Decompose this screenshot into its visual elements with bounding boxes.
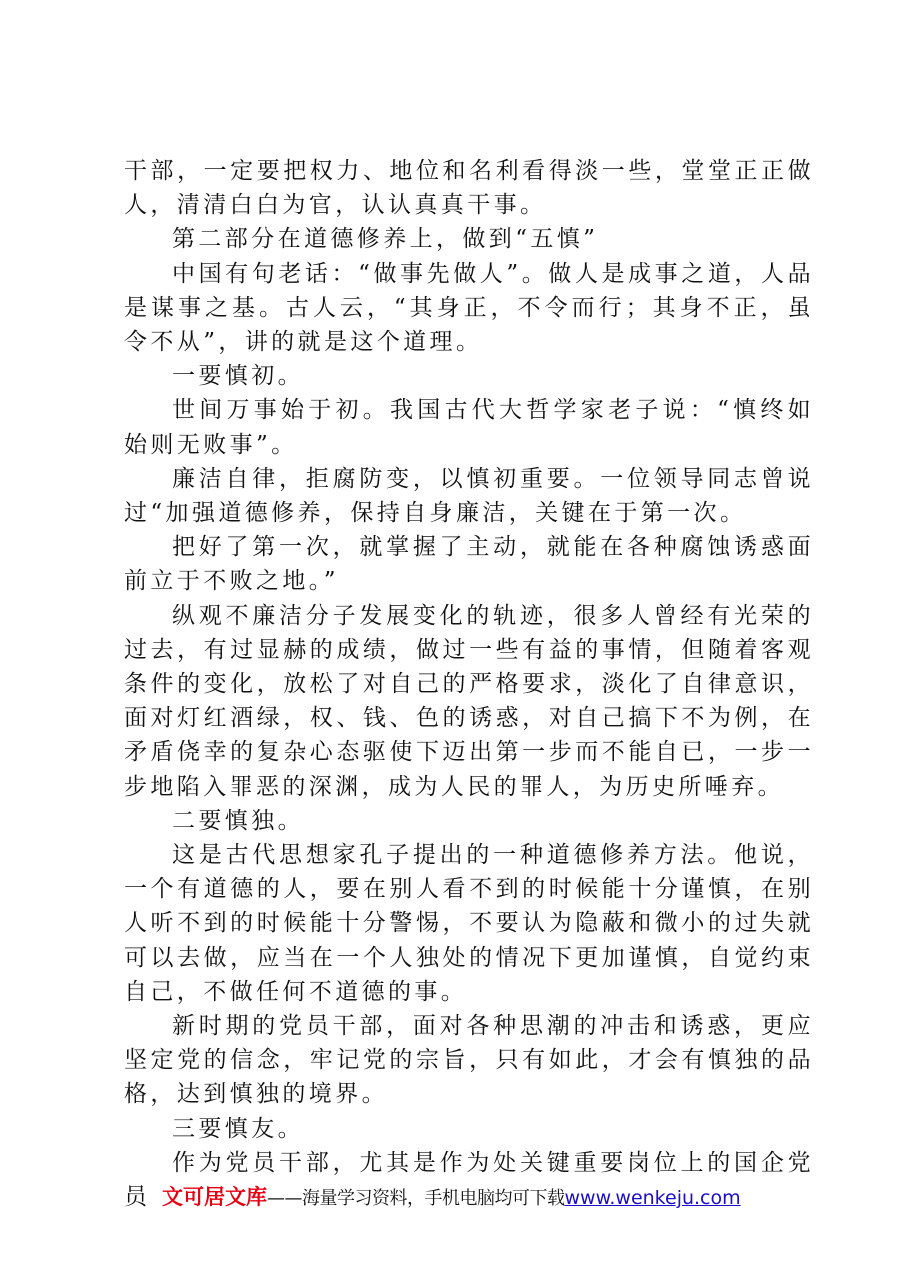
footer-brand: 文可居文库 — [162, 1185, 267, 1209]
paragraph: 新时期的党员干部，面对各种思潮的冲击和诱惑，更应坚定党的信念，牢记党的宗旨，只有如此，才会有慎独的品格，达到慎独的境界。 — [124, 1013, 814, 1108]
paragraph: 三要慎友。 — [172, 1115, 304, 1142]
paragraph: 廉洁自律，拒腐防变，以慎初重要。一位领导同志曾说过“加强道德修养，保持自身廉洁，关键在于第一次。 — [124, 465, 814, 527]
footer-website-link[interactable]: www.wenkeju.com — [564, 1187, 741, 1209]
paragraph: 纵观不廉洁分子发展变化的轨迹，很多人曾经有光荣的过去，有过显赫的成绩，做过一些有益的事情，但随着客观条件的变化，放松了对自己的严格要求，淡化了自律意识，面对灯红酒绿，权、钱、色的诱惑，对自己搞下不为例，在矛盾侥幸的复杂心态驱使下迈出第一步而不能自已，一步一步地陷入罪恶的深渊，成为人民的罪人，为历史所唾弃。 — [124, 602, 814, 800]
document-body — [124, 154, 814, 1214]
paragraph: 二要慎独。 — [172, 807, 304, 834]
footer-banner — [162, 1181, 802, 1211]
paragraph: 一要慎初。 — [172, 363, 304, 390]
paragraph: 第二部分在道德修养上，做到“五慎” — [172, 226, 599, 253]
footer-tagline: ——海量学习资料，手机电脑均可下载 — [267, 1188, 565, 1209]
paragraph: 干部，一定要把权力、地位和名利看得淡一些，堂堂正正做人，清清白白为官，认认真真干事。 — [124, 158, 814, 219]
paragraph: 中国有句老话：“做事先做人”。做人是成事之道，人品是谋事之基。古人云，“其身正，不令而行；其身不正，虽令不从”，讲的就是这个道理。 — [124, 260, 814, 356]
paragraph: 作为党员干部，尤其是作为处关键重要岗位上的国企党员 — [124, 1149, 814, 1211]
paragraph: 这是古代思想家孔子提出的一种道德修养方法。他说，一个有道德的人，要在别人看不到的时候能十分谨慎，在别人听不到的时候能十分警惕，不要认为隐蔽和微小的过失就可以去做，应当在一个人独处的情况下更加谨慎，自觉约束自己，不做任何不道德的事。 — [124, 842, 814, 1005]
paragraph: 把好了第一次，就掌握了主动，就能在各种腐蚀诱惑面前立于不败之地。” — [124, 534, 814, 595]
paragraph: 世间万事始于初。我国古代大哲学家老子说：“慎终如始则无败事”。 — [124, 397, 814, 458]
